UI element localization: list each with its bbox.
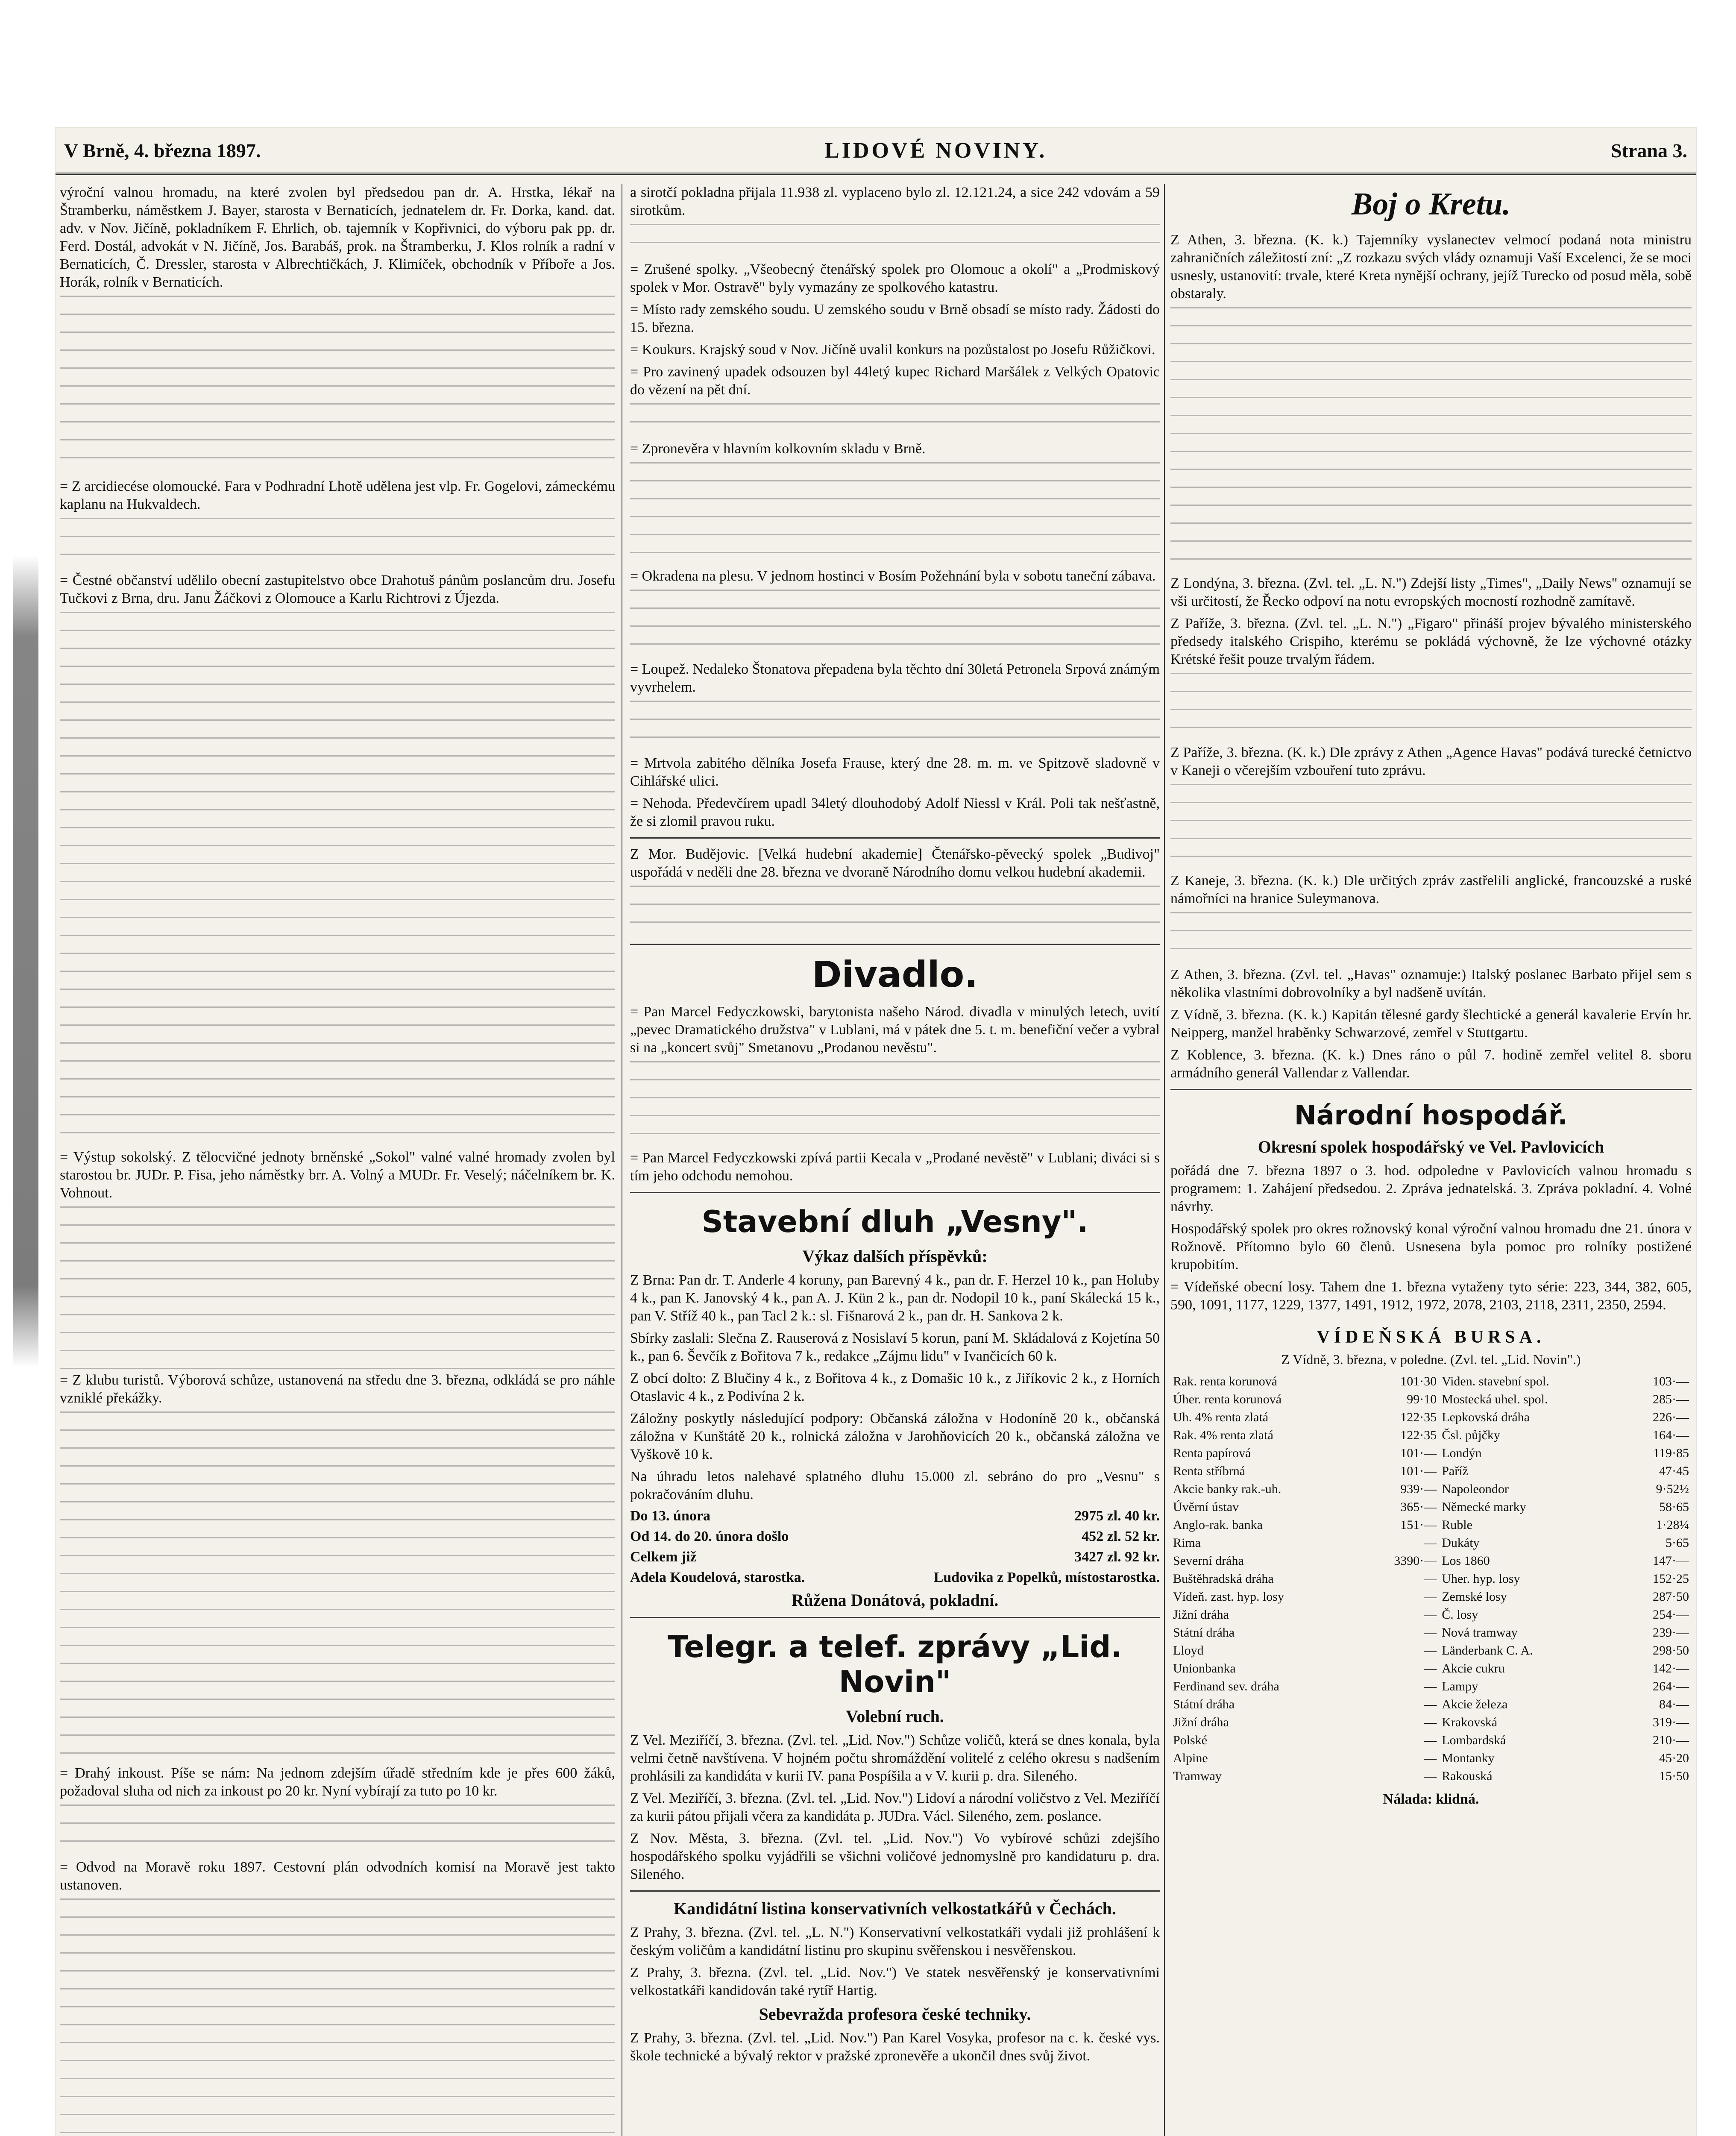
article-paragraph: = Drahý inkoust. Píše se nám: Na jednom zdejším úřadě středním kde je přes 600 žáků, požadoval sluha od nich za inkoust po 20 kr. Nyní vybírají za tuto po 10 kr.: [60, 1765, 615, 1799]
security-name: Uher. hyp. losy: [1442, 1572, 1520, 1586]
security-price: 58·65: [1659, 1500, 1689, 1514]
article-paragraph: = Pan Marcel Fedyczkowski, barytonista našeho Národ. divadla v minulých letech, uvití „pevec Dramatického družstva" v Lublani, má v pátek dne 5. t. m. benefiční večer a vybral si na „koncert svůj" Smetanovu „Prodanou nevěstu".: [630, 1004, 1160, 1056]
article-paragraph: Z Vel. Meziříčí, 3. března. (Zvl. tel. „Lid. Nov.") Lidoví a národní voličstvo z Vel. Meziříčí za kurii pátou přijali včera za kandidáta p. JUDra. Václ. Sileného, zem. poslance.: [630, 1790, 1160, 1824]
security-price: 5·65: [1666, 1536, 1689, 1550]
security-price: —: [1424, 1679, 1437, 1693]
total-label: Do 13. února: [630, 1508, 710, 1524]
security-price: 939·—: [1400, 1482, 1437, 1496]
security-name: Rak. 4% renta zlatá: [1173, 1428, 1273, 1442]
divider: [630, 944, 1160, 945]
security-name: Č. losy: [1442, 1608, 1478, 1622]
table-row: [1170, 1426, 1692, 1444]
article-paragraph: = Zpronevěra v hlavním kolkovním skladu v Brně.: [630, 441, 926, 457]
table-row: [1170, 1642, 1692, 1660]
security-price: 119·85: [1653, 1446, 1689, 1460]
security-price: 103·—: [1653, 1374, 1689, 1388]
article-paragraph: Z Vel. Meziříčí, 3. března. (Zvl. tel. „Lid. Nov.") Schůze voličů, která se dnes konala, byla velmi četně navštívena. V hojném počtu shromáždění volitelé z celého okresu s nadšením prohlásili za kandidáta v kurii IV. pana Pospíšila a v V. kurii p. dra. Sileného.: [630, 1732, 1160, 1784]
security-price: —: [1424, 1643, 1437, 1658]
table-row: [1170, 1444, 1692, 1462]
security-name: Úvěrní ústav: [1173, 1500, 1239, 1514]
security-name: Nová tramway: [1442, 1625, 1518, 1640]
security-price: 147·—: [1653, 1554, 1689, 1568]
security-price: 9·52½: [1656, 1482, 1689, 1496]
security-name: Paříž: [1442, 1464, 1468, 1478]
table-row: [1170, 1660, 1692, 1678]
column-2: [630, 184, 1160, 2136]
article-paragraph: Z Kaneje, 3. března. (K. k.) Dle určitých zpráv zastřelili anglické, francouzské a ruské námořníci na hranice Suleymanova.: [1170, 873, 1692, 907]
article-paragraph: Z Athen, 3. března. (K. k.) Tajemníky vyslanectev velmocí podaná nota ministru zahraničních záležitostí zní: „Z rozkazu svých vlády oznamuji Vaší Excelenci, že se moci usnesly, ustanovití: trvale, které Kreta nynější ochrany, jejíž Turecko od posud měla, sobě obstaraly.: [1170, 232, 1692, 302]
security-price: 264·—: [1653, 1679, 1689, 1693]
subheading: Volební ruch.: [846, 1707, 944, 1726]
security-price: —: [1424, 1661, 1437, 1675]
signature: Adela Koudelová, starostka.: [630, 1570, 805, 1585]
security-name: Viden. stavební spol.: [1442, 1374, 1549, 1388]
security-price: —: [1424, 1536, 1437, 1550]
total-amount: 2975 zl. 40 kr.: [1074, 1508, 1160, 1524]
security-name: Rakouská: [1442, 1769, 1493, 1783]
security-name: Lepkovská dráha: [1442, 1410, 1530, 1424]
security-price: 142·—: [1653, 1661, 1689, 1675]
text-lines: [60, 1411, 615, 1762]
table-row: [1170, 1767, 1692, 1785]
table-row: [1170, 1498, 1692, 1516]
article-paragraph: pořádá dne 7. března 1897 o 3. hod. odpoledne v Pavlovicích valnou hromadu s programem: 1. Zahájení předsedou. 2. Zpráva jednatelská. 3. Zpráva pokladní. 4. Volné návrhy.: [1170, 1163, 1692, 1215]
divider: [630, 837, 1160, 839]
security-price: 101·—: [1400, 1464, 1437, 1478]
security-price: —: [1424, 1590, 1437, 1604]
divider: [630, 1617, 1160, 1618]
article-paragraph: Hospodářský spolek pro okres rožnovský konal výroční valnou hromadu dne 21. února v Rožnově. Přítomno bylo 60 členů. Usnesena byla pomoc pro rolníky postižené krupobitím.: [1170, 1221, 1692, 1273]
newspaper-title: LIDOVÉ NOVINY.: [824, 138, 1047, 163]
total-label: Celkem již: [630, 1549, 697, 1565]
column-1: [60, 184, 615, 2136]
subheading: Výkaz dalších příspěvků:: [802, 1247, 988, 1266]
security-name: Akcie cukru: [1442, 1661, 1505, 1675]
bursa-table: [1170, 1373, 1692, 1785]
security-price: 226·—: [1653, 1410, 1689, 1424]
text-lines: [1170, 784, 1692, 869]
table-row: [1170, 1516, 1692, 1534]
article-paragraph: Z Koblence, 3. března. (K. k.) Dnes ráno o půl 7. hodině zemřel velitel 8. sboru armádního generál Vallendar z Vallendar.: [1170, 1047, 1692, 1081]
article-paragraph: výroční valnou hromadu, na které zvolen byl předsedou pan dr. A. Hrstka, lékař na Štramberku, náměstkem J. Bayer, starosta v Bernaticích, jednatelem dr. Fr. Dorka, kand. dat. adv. v Nov. Jičíně, pokladníkem F. Ehrlich, ob. tajemník v Kopřivnici, do výboru pak pp. dr. Ferd. Dostál, advokát v N. Jičíně, Jos. Barabáš, prok. na Štramberku, J. Klos rolník a radní v Bernaticích, Č. Dressler, starosta v Albrechtičkách, J. Klimíček, obchodník v Příboře a Jos. Horák, rolník v Bernaticích.: [60, 185, 615, 290]
security-name: Dukáty: [1442, 1536, 1480, 1550]
section-heading-hospodar: Národní hospodář.: [1294, 1100, 1568, 1131]
column-rule-2: [1164, 184, 1165, 2136]
subheading: Okresní spolek hospodářský ve Vel. Pavlovicích: [1258, 1137, 1604, 1156]
table-row: [1170, 1373, 1692, 1391]
security-price: —: [1424, 1608, 1437, 1622]
security-price: 285·—: [1653, 1392, 1689, 1406]
security-name: Německé marky: [1442, 1500, 1526, 1514]
article-paragraph: Z Paříže, 3. března. (Zvl. tel. „L. N.") „Figaro" přináší projev bývalého ministerského předsedy italského Crispiho, kterému se pokládá výchovně, že lze výchovné otázky Krétské řešit pouze trvalým řádem.: [1170, 616, 1692, 667]
article-paragraph: Z Londýna, 3. března. (Zvl. tel. „L. N.") Zdejší listy „Times", „Daily News" oznamují se vši určitostí, že Řecko odpoví na notu evropských mocností rozhodně zamítavě.: [1170, 575, 1692, 609]
security-name: Los 1860: [1442, 1554, 1490, 1568]
security-name: Státní dráha: [1173, 1625, 1235, 1640]
security-price: 122·35: [1400, 1410, 1437, 1424]
text-lines: [60, 1898, 615, 2136]
security-name: Rak. renta korunová: [1173, 1374, 1278, 1388]
text-lines: [630, 462, 1160, 565]
security-name: Alpine: [1173, 1751, 1208, 1765]
text-lines: [630, 701, 1160, 752]
security-price: 99·10: [1407, 1392, 1437, 1406]
table-row: [1170, 1696, 1692, 1713]
security-name: Lombardská: [1442, 1733, 1506, 1747]
security-name: Krakovská: [1442, 1715, 1498, 1729]
security-price: —: [1424, 1715, 1437, 1729]
total-amount: 452 zl. 52 kr.: [1082, 1529, 1160, 1544]
article-paragraph: = Pan Marcel Fedyczkowski zpívá partii Kecala v „Prodané nevěstě" v Lublani; diváci si s tím jeho odchodu nemohou.: [630, 1150, 1160, 1184]
text-lines: [630, 1061, 1160, 1147]
table-row: [1170, 1713, 1692, 1731]
article-paragraph: = Pro zavinený upadek odsouzen byl 44letý kupec Richard Maršálek z Velkých Opatovic do vězení na pět dní.: [630, 364, 1160, 398]
security-name: Vídeň. zast. hyp. losy: [1173, 1590, 1284, 1604]
article-paragraph: Z Paříže, 3. března. (K. k.) Dle zprávy z Athen „Agence Havas" podává turecké četnictvo v Kaneji o včerejším vzbouření tuto zprávu.: [1170, 745, 1692, 778]
article-paragraph: Z Nov. Města, 3. března. (Zvl. tel. „Lid. Nov.") Vo vybírové schůzi zdejšího hospodářského spolku vyjádřili se všichni voličové jednomyslně pro kandidaturu p. dra. Sileného.: [630, 1831, 1160, 1882]
article-paragraph: a sirotčí pokladna přijala 11.938 zl. vyplaceno bylo zl. 12.121.24, a sice 242 vdovám a 59 sirotkům.: [630, 185, 1160, 218]
article-paragraph: Z Mor. Budějovic. [Velká hudební akademie] Čtenářsko-pěvecký spolek „Budivoj" uspořádá v neděli dne 28. března ve dvoraně Národního domu velkou hudební akademii.: [630, 846, 1160, 880]
security-price: 287·50: [1653, 1590, 1689, 1604]
security-name: Ruble: [1442, 1518, 1472, 1532]
security-price: 151·—: [1400, 1518, 1437, 1532]
column-3: [1170, 184, 1692, 2136]
total-row: [630, 1529, 1160, 1545]
security-name: Úher. renta korunová: [1173, 1392, 1282, 1406]
security-price: 152·25: [1653, 1572, 1689, 1586]
section-heading-divadlo: Divadlo.: [812, 954, 978, 995]
article-paragraph: Záložny poskytly následující podpory: Občanská záložna v Hodoníně 20 k., občanská záložna v Kunštátě 20 k., rolnická záložna v Jarohňovicích 20 k., občanská záložna ve Vyškově 10 k.: [630, 1411, 1160, 1462]
article-paragraph: Z Vídně, 3. března. (K. k.) Kapitán tělesné gardy šlechtické a generál kavalerie Ervín hr. Neipperg, manžel hraběnky Schwarzové, zemřel v Stuttgartu.: [1170, 1007, 1692, 1041]
article-paragraph: = Mrtvola zabitého dělníka Josefa Frause, který dne 28. m. m. ve Spitzově sladovně v Cihlářské ulici.: [630, 755, 1160, 789]
security-name: Lloyd: [1173, 1643, 1204, 1658]
security-price: 239·—: [1653, 1625, 1689, 1640]
text-lines: [60, 296, 615, 475]
table-row: [1170, 1606, 1692, 1624]
table-row: [1170, 1534, 1692, 1552]
security-name: Tramway: [1173, 1769, 1222, 1783]
article-paragraph: = Zrušené spolky. „Všeobecný čtenářský spolek pro Olomouc a okolí" a „Prodmiskový spolek v Mor. Ostravě" byly vymazány ze spolkového katastru.: [630, 261, 1160, 295]
total-row: [630, 1549, 1160, 1565]
security-name: Renta stříbrná: [1173, 1464, 1246, 1478]
total-label: Od 14. do 20. února došlo: [630, 1529, 789, 1544]
security-name: Jižní dráha: [1173, 1608, 1229, 1622]
article-paragraph: Z Prahy, 3. března. (Zvl. tel. „Lid. Nov.") Ve statek nesvěřenský je konservativními velkostatkáři kandidován také rytíř Hartig.: [630, 1965, 1160, 1998]
security-name: Napoleondor: [1442, 1482, 1509, 1496]
security-name: Jižní dráha: [1173, 1715, 1229, 1729]
security-name: Ferdinand sev. dráha: [1173, 1679, 1279, 1693]
table-row: [1170, 1624, 1692, 1642]
divider: [630, 1192, 1160, 1193]
text-lines: [1170, 307, 1692, 572]
article-paragraph: = Koukurs. Krajský soud v Nov. Jičíně uvalil konkurs na pozůstalost po Josefu Růžičkovi.: [630, 342, 1155, 358]
security-name: Státní dráha: [1173, 1697, 1235, 1711]
security-price: —: [1424, 1751, 1437, 1765]
masthead: [56, 128, 1696, 175]
article-paragraph: = Vídeňské obecní losy. Tahem dne 1. března vytaženy tyto série: 223, 344, 382, 605, 590, 1091, 1177, 1229, 1377, 1491, 1912, 1972, 2078, 2103, 2118, 2311, 2350, 2594.: [1170, 1279, 1692, 1313]
section-heading-boj: Boj o Kretu.: [1351, 187, 1511, 222]
security-price: 365·—: [1400, 1500, 1437, 1514]
signature: Ludovika z Popelků, místostarostka.: [933, 1570, 1160, 1585]
security-name: Länderbank C. A.: [1442, 1643, 1533, 1658]
table-row: [1170, 1749, 1692, 1767]
text-lines: [60, 1206, 615, 1369]
date-line: V Brně, 4. března 1897.: [64, 139, 261, 161]
article-paragraph: = Místo rady zemského soudu. U zemského soudu v Brně obsadí se místo rady. Žádosti do 15. března.: [630, 302, 1160, 335]
signatures: [630, 1570, 1160, 1586]
page-number: Strana 3.: [1611, 139, 1687, 161]
security-name: Zemské losy: [1442, 1590, 1507, 1604]
security-name: Čsl. půjčky: [1442, 1428, 1500, 1442]
article-paragraph: Z obcí dolto: Z Blučiny 4 k., z Bořitova 4 k., z Domašic 10 k., z Jiříkovic 2 k., z Horních Otaslavic 4 k., z Podivína 2 k.: [630, 1370, 1160, 1404]
security-price: —: [1424, 1625, 1437, 1640]
section-heading-telegr: Telegr. a telef. zprávy „Lid. Novin": [667, 1629, 1123, 1699]
article-paragraph: = Čestné občanství udělilo obecní zastupitelstvo obce Drahotuš pánům poslancům dru. Josefu Tučkovi z Brna, dru. Janu Žáčkovi z Olomouce a Karlu Richtrovi z Újezda.: [60, 572, 615, 606]
security-price: 101·30: [1400, 1374, 1437, 1388]
security-price: 122·35: [1400, 1428, 1437, 1442]
text-lines: [60, 1804, 615, 1856]
security-name: Akcie banky rak.-uh.: [1173, 1482, 1281, 1496]
security-price: 15·50: [1659, 1769, 1689, 1783]
table-row: [1170, 1678, 1692, 1696]
text-lines: [630, 224, 1160, 258]
table-row: [1170, 1588, 1692, 1606]
security-price: 164·—: [1653, 1428, 1689, 1442]
article-paragraph: = Okradena na plesu. V jednom hostinci v Bosím Požehnání byla v sobotu taneční zábava.: [630, 568, 1156, 584]
security-name: Londýn: [1442, 1446, 1482, 1460]
article-paragraph: = Odvod na Moravě roku 1897. Cestovní plán odvodních komisí na Moravě jest takto ustanoven.: [60, 1859, 615, 1893]
bursa-heading: VÍDEŇSKÁ BURSA.: [1317, 1327, 1545, 1347]
security-price: 319·—: [1653, 1715, 1689, 1729]
divider: [1170, 1089, 1692, 1090]
security-name: Lampy: [1442, 1679, 1478, 1693]
divider: [630, 1890, 1160, 1892]
security-name: Anglo-rak. banka: [1173, 1518, 1263, 1532]
article-paragraph: Z Prahy, 3. března. (Zvl. tel. „Lid. Nov.") Pan Karel Vosyka, profesor na c. k. české vys. škole technické a bývalý rektor v pražské zpronevěře a ukončil dnes svůj život.: [630, 2030, 1160, 2064]
security-price: 1·28¼: [1656, 1518, 1689, 1532]
security-price: —: [1424, 1769, 1437, 1783]
security-name: Buštěhradská dráha: [1173, 1572, 1274, 1586]
security-name: Unionbanka: [1173, 1661, 1236, 1675]
security-name: Mostecká uhel. spol.: [1442, 1392, 1548, 1406]
table-row: [1170, 1462, 1692, 1480]
table-row: [1170, 1408, 1692, 1426]
security-price: 84·—: [1659, 1697, 1689, 1711]
security-price: 47·45: [1659, 1464, 1689, 1478]
article-paragraph: Z Athen, 3. března. (Zvl. tel. „Havas" oznamuje:) Italský poslanec Barbato přijel sem s několika vlastními dobrovolníky a byl nadšeně uvítán.: [1170, 967, 1692, 1001]
text-lines: [60, 612, 615, 1146]
text-lines: [630, 590, 1160, 658]
newspaper-page: [56, 128, 1696, 2136]
table-row: [1170, 1731, 1692, 1749]
article-paragraph: Z Brna: Pan dr. T. Anderle 4 koruny, pan Barevný 4 k., pan dr. F. Herzel 10 k., pan Holuby 4 k., pan K. Janovský 4 k., pan A. J. Kün 2 k., pan dr. Nodopil 10 k., paní Skálecká 15 k., pan V. Stříž 40 k., pan Tacl 2 k.: sl. Fišnarová 2 k., pan dr. H. Sankova 2 k.: [630, 1272, 1160, 1324]
text-lines: [630, 403, 1160, 437]
security-price: —: [1424, 1733, 1437, 1747]
table-row: [1170, 1480, 1692, 1498]
security-name: Rima: [1173, 1536, 1201, 1550]
section-heading-vesna: Stavební dluh „Vesny".: [701, 1204, 1088, 1239]
security-price: 298·50: [1653, 1643, 1689, 1658]
text-lines: [1170, 673, 1692, 741]
article-paragraph: Z Prahy, 3. března. (Zvl. tel. „L. N.") Konservativní velkostatkáři vydali již prohlášení k českým voličům a kandidátní listinu pro skupinu svěřenskou i nesvěřenskou.: [630, 1925, 1160, 1958]
security-name: Uh. 4% renta zlatá: [1173, 1410, 1269, 1424]
article-paragraph: = Výstup sokolský. Z tělocvičné jednoty brněnské „Sokol" valné valné hromady zvolen byl starostou br. JUDr. P. Fisa, jeho náměstky brr. A. Volný a MUDr. Fr. Veselý; náčelníkem br. K. Vohnout.: [60, 1149, 615, 1201]
bursa-subheading: Z Vídně, 3. března, v poledne. (Zvl. tel. „Lid. Novin".): [1281, 1352, 1581, 1367]
total-amount: 3427 zl. 92 kr.: [1074, 1549, 1160, 1565]
text-lines: [630, 886, 1160, 937]
security-name: Akcie železa: [1442, 1697, 1508, 1711]
security-name: Polské: [1173, 1733, 1208, 1747]
text-lines: [60, 518, 615, 569]
table-row: [1170, 1552, 1692, 1570]
security-price: 210·—: [1653, 1733, 1689, 1747]
security-price: —: [1424, 1697, 1437, 1711]
security-name: Severní dráha: [1173, 1554, 1244, 1568]
table-row: [1170, 1391, 1692, 1408]
subheading-sebevrazda: Sebevražda profesora české techniky.: [759, 2004, 1031, 2024]
article-paragraph: Sbírky zaslali: Slečna Z. Rauserová z Nosislaví 5 korun, paní M. Skládalová z Kojetína 50 k., pan 6. Ševčík z Bořitova 7 k., redakce „Zájmu lidu" v Ivančicích 60 k.: [630, 1330, 1160, 1364]
text-lines: [1170, 912, 1692, 963]
security-price: —: [1424, 1572, 1437, 1586]
security-name: Renta papírová: [1173, 1446, 1251, 1460]
subheading-kandidatni: Kandidátní listina konservativních velkostatkářů v Čechách.: [674, 1899, 1116, 1918]
security-price: 254·—: [1653, 1608, 1689, 1622]
signature-cashier: Růžena Donátová, pokladní.: [791, 1590, 999, 1610]
security-price: 45·20: [1659, 1751, 1689, 1765]
article-paragraph: = Nehoda. Předevčírem upadl 34letý dlouhodobý Adolf Niessl v Král. Poli tak nešťastně, že si zlomil pravou ruku.: [630, 795, 1160, 829]
article-paragraph: = Loupež. Nedaleko Štonatova přepadena byla těchto dní 30letá Petronela Srpová známým vyvrhelem.: [630, 661, 1160, 695]
total-row: [630, 1508, 1160, 1524]
table-row: [1170, 1570, 1692, 1588]
security-price: 3390·—: [1394, 1554, 1437, 1568]
security-name: Montanky: [1442, 1751, 1495, 1765]
article-paragraph: = Z arcidiecése olomoucké. Fara v Podhradní Lhotě udělena jest vlp. Fr. Gogelovi, zámeckému kaplanu na Hukvaldech.: [60, 478, 615, 512]
scan-edge-shadow: [13, 555, 38, 1367]
market-mood: Nálada: klidná.: [1383, 1791, 1479, 1807]
article-paragraph: Na úhradu letos nalehavé splatného dluhu 15.000 zl. sebráno do pro „Vesnu" s pokračováním dluhu.: [630, 1469, 1160, 1502]
article-paragraph: = Z klubu turistů. Výborová schůze, ustanovená na středu dne 3. března, odkládá se pro náhle vzniklé překážky.: [60, 1372, 615, 1406]
security-price: 101·—: [1400, 1446, 1437, 1460]
